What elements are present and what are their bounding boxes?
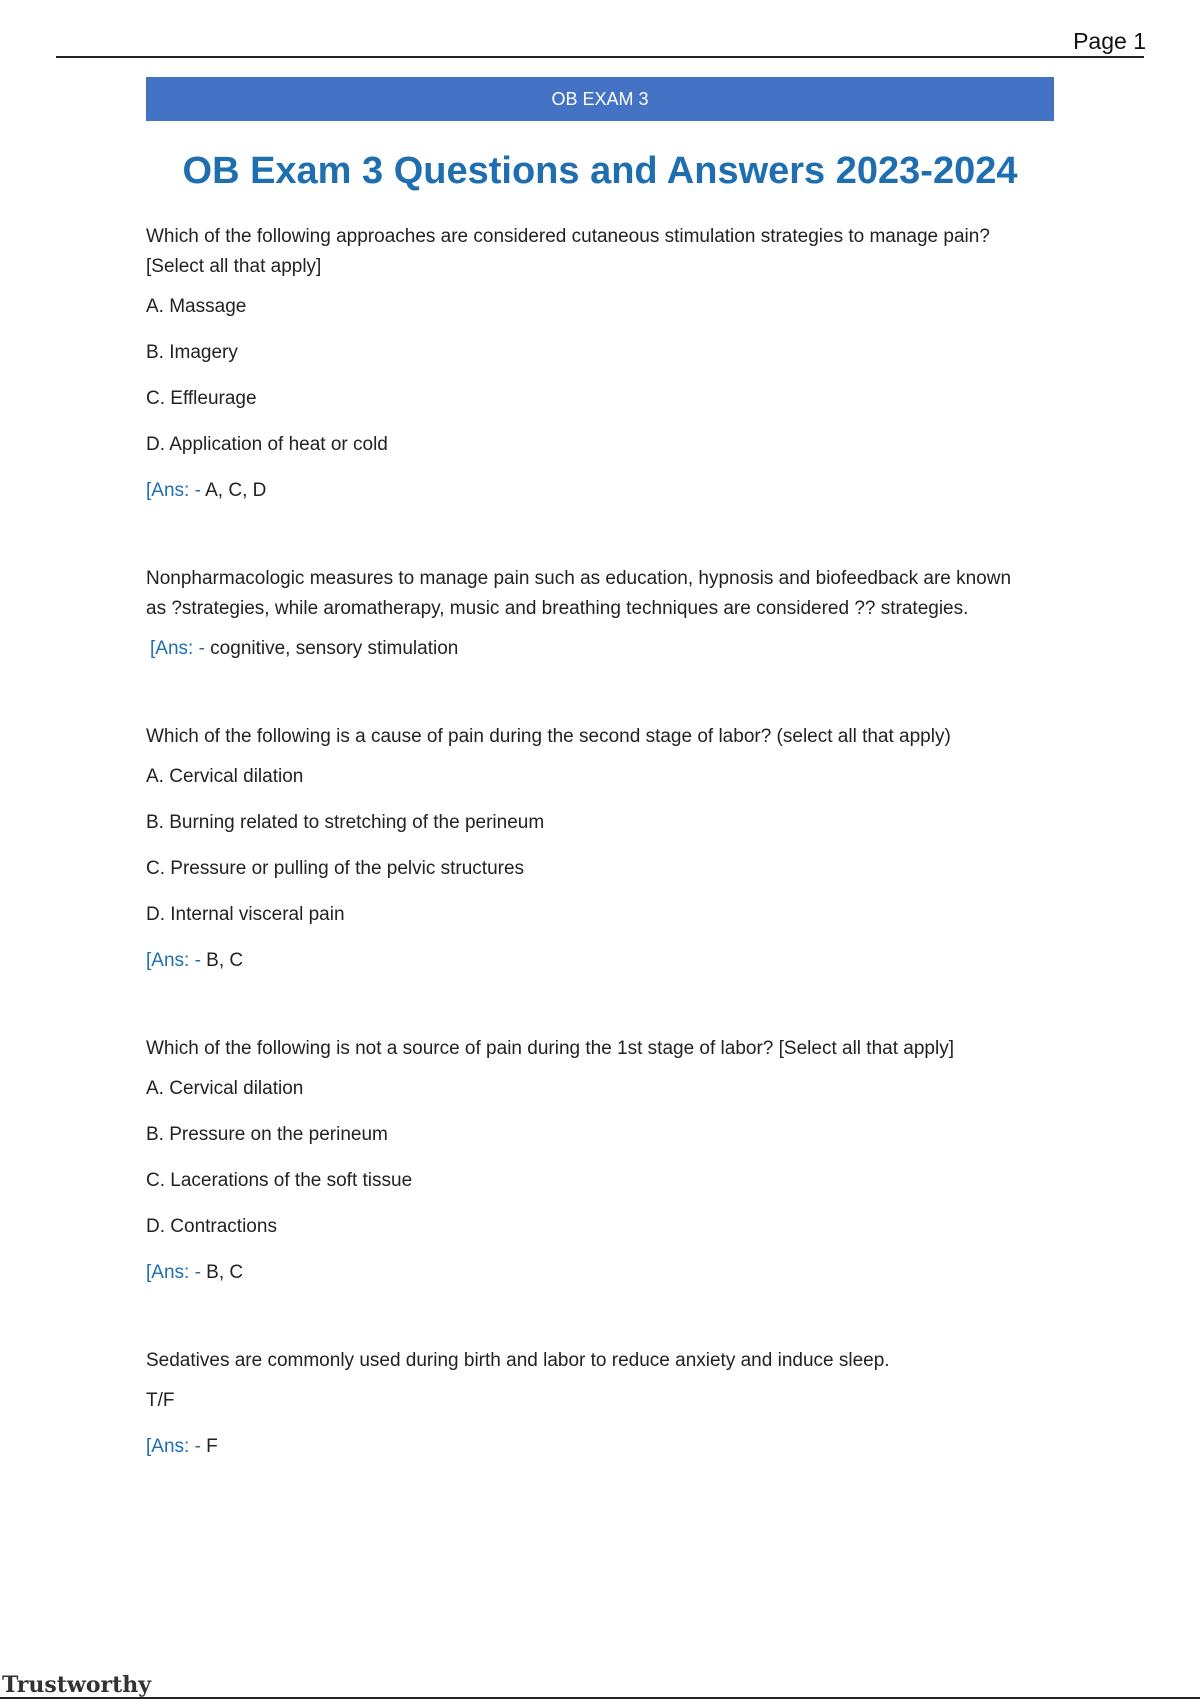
watermark-label: Trustworthy [2,1672,152,1698]
answer-line [146,1258,1026,1288]
answer-label: [Ans: - [146,480,201,501]
question-block-4 [146,1034,1026,1288]
answer-value: A, C, D [200,480,267,501]
option-item: B. Pressure on the perineum [146,1124,388,1145]
question-block-3 [146,722,1026,976]
question-block-2 [146,564,1026,664]
answer-line [146,1432,1026,1462]
question-text: Nonpharmacologic measures to manage pain such as education, hypnosis and biofeedback are known as ?strategies, while aromatherapy, music and breathing techniques are considered ?? strategies. [146,568,1012,619]
answer-value: B, C [200,950,244,971]
option-item: B. Imagery [146,342,238,363]
answer-value: B, C [200,1262,244,1283]
answer-label: [Ans: - [146,950,201,971]
question-text: Which of the following approaches are considered cutaneous stimulation strategies to manage pain?[Select all that apply] [146,226,990,277]
top-divider [56,56,1144,58]
question-list [146,222,1026,1520]
answer-label: [Ans: - [146,1262,201,1283]
option-item: A. Cervical dilation [146,766,304,787]
document-title: OB Exam 3 Questions and Answers 2023-2024 [182,150,1018,192]
answer-line [146,634,1026,664]
question-text: Sedatives are commonly used during birth and labor to reduce anxiety and induce sleep. [146,1350,890,1371]
answer-label: [Ans: - [150,638,205,659]
question-block-1 [146,222,1026,506]
option-item: B. Burning related to stretching of the perineum [146,812,545,833]
question-text: Which of the following is not a source of pain during the 1st stage of labor? [Select all that apply] [146,1038,954,1059]
option-item: D. Internal visceral pain [146,904,345,925]
option-item: T/F [146,1390,175,1411]
option-item: C. Pressure or pulling of the pelvic structures [146,858,525,879]
question-text: Which of the following is a cause of pain during the second stage of labor? (select all that apply) [146,726,951,747]
answer-label: [Ans: - [146,1436,201,1457]
answer-line [146,476,1026,506]
answer-value: F [200,1436,218,1457]
option-item: D. Application of heat or cold [146,434,388,455]
header-bar-text: OB EXAM 3 [551,88,649,109]
page-number: Page 1 [1073,28,1146,54]
answer-line [146,946,1026,976]
answer-value: cognitive, sensory stimulation [204,638,459,659]
option-item: A. Cervical dilation [146,1078,304,1099]
option-item: A. Massage [146,296,247,317]
option-item: C. Lacerations of the soft tissue [146,1170,413,1191]
bottom-divider [0,1697,1200,1699]
header-bar [146,77,1054,121]
question-block-5 [146,1346,1026,1462]
option-item: C. Effleurage [146,388,257,409]
option-item: D. Contractions [146,1216,277,1237]
